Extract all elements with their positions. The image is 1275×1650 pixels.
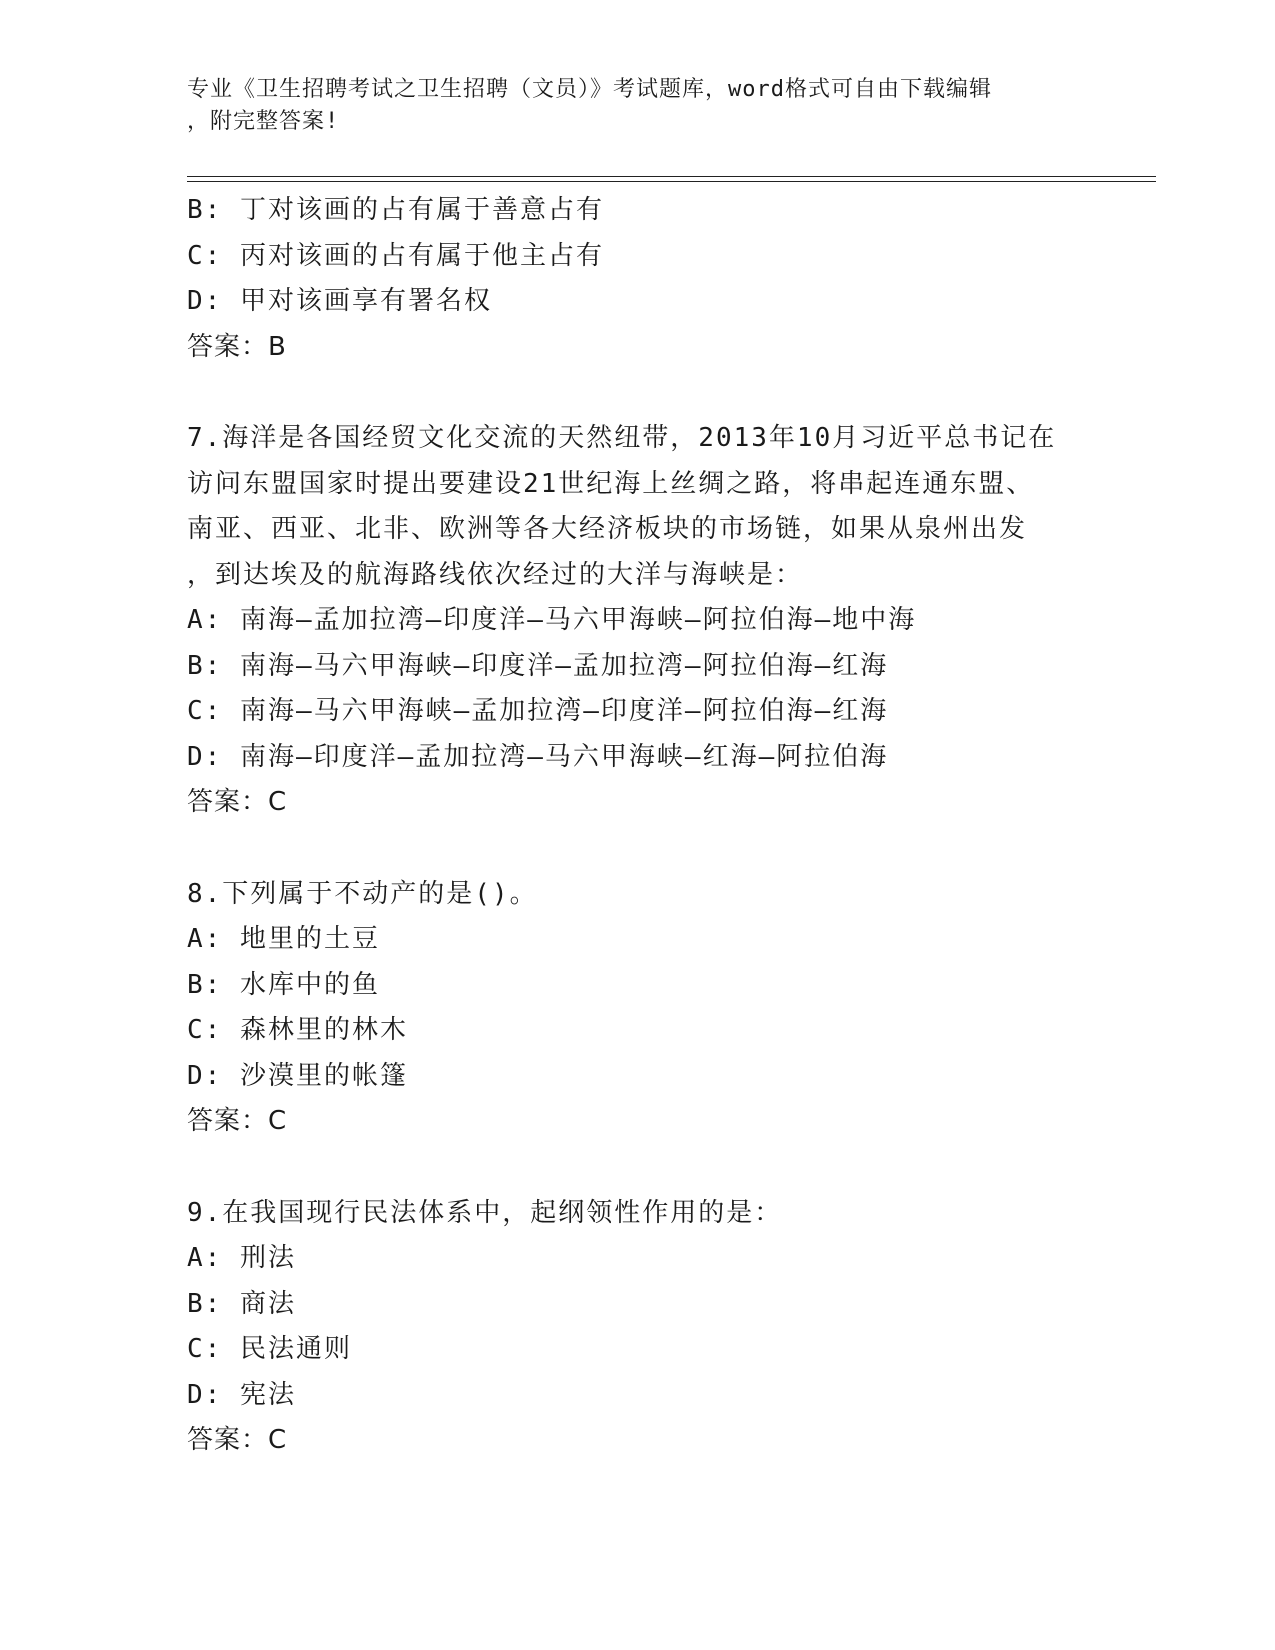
question-6-continued: [187, 188, 1087, 370]
spacer: [187, 370, 1087, 416]
document-header: [187, 74, 1087, 138]
option-d: D: 沙漠里的帐篷: [187, 1060, 408, 1091]
header-double-rule: [187, 176, 1156, 182]
answer-line: 答案：C: [187, 1106, 288, 1136]
spacer: [187, 826, 1087, 872]
option-c: C: 民法通则: [187, 1334, 352, 1364]
spacer: [187, 1145, 1087, 1191]
question-8: [187, 872, 1087, 1145]
option-d: D: 甲对该画享有署名权: [187, 286, 492, 316]
answer-line: 答案：C: [187, 1425, 288, 1455]
answer-line: 答案：B: [187, 331, 287, 362]
option-b: B: 丁对该画的占有属于善意占有: [187, 195, 604, 225]
header-title-line-2: ，附完整答案!: [187, 109, 340, 134]
question-stem-line: 7.海洋是各国经贸文化交流的天然纽带，2013年10月习近平总书记在: [187, 423, 1057, 453]
option-d: D: 南海—印度洋—孟加拉湾—马六甲海峡—红海—阿拉伯海: [187, 741, 889, 772]
question-stem-line: ，到达埃及的航海路线依次经过的大洋与海峡是：: [187, 559, 804, 590]
question-stem-line: 9.在我国现行民法体系中，起纲领性作用的是：: [187, 1197, 783, 1228]
option-c: C: 丙对该画的占有属于他主占有: [187, 240, 604, 271]
option-b: B: 南海—马六甲海峡—印度洋—孟加拉湾—阿拉伯海—红海: [187, 650, 889, 681]
option-d: D: 宪法: [187, 1379, 296, 1410]
option-b: B: 商法: [187, 1288, 296, 1319]
question-stem-line: 南亚、西亚、北非、欧洲等各大经济板块的市场链，如果从泉州出发: [187, 514, 1028, 544]
question-9: [187, 1191, 1087, 1464]
question-7: [187, 416, 1087, 826]
option-b: B: 水库中的鱼: [187, 969, 380, 1000]
option-a: A: 南海—孟加拉湾—印度洋—马六甲海峡—阿拉伯海—地中海: [187, 605, 917, 635]
answer-line: 答案：C: [187, 787, 288, 817]
question-stem-line: 访问东盟国家时提出要建设21世纪海上丝绸之路，将串起连通东盟、: [187, 468, 1035, 499]
option-a: A: 地里的土豆: [187, 924, 380, 954]
option-c: C: 森林里的林木: [187, 1015, 408, 1045]
option-a: A: 刑法: [187, 1243, 296, 1273]
option-c: C: 南海—马六甲海峡—孟加拉湾—印度洋—阿拉伯海—红海: [187, 696, 889, 726]
question-stem-line: 8.下列属于不动产的是()。: [187, 878, 538, 909]
question-list: [187, 188, 1087, 1464]
header-title-line-1: 专业《卫生招聘考试之卫生招聘（文员）》考试题库，word格式可自由下载编辑: [187, 77, 992, 102]
